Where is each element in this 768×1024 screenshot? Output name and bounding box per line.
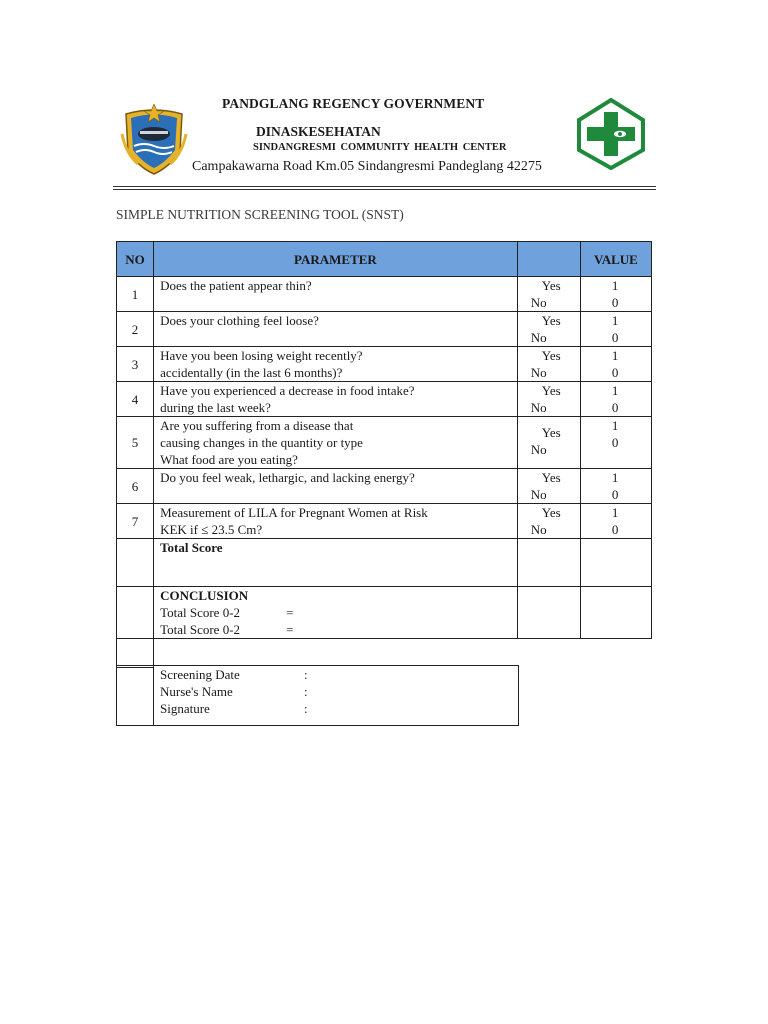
spacer-cell — [517, 639, 580, 668]
row-number: 5 — [117, 417, 154, 469]
conclusion-equals: = — [286, 622, 294, 637]
conclusion-line — [160, 621, 517, 638]
conclusion-line — [160, 604, 517, 621]
answer-yes[interactable]: Yes — [541, 348, 561, 363]
row-number: 3 — [117, 347, 154, 382]
column-header-value: VALUE — [580, 242, 651, 277]
row-number: 1 — [117, 277, 154, 312]
parameter-cell — [154, 347, 518, 382]
value-cell — [580, 382, 651, 417]
table-row — [117, 382, 652, 417]
header-divider-bottom — [113, 189, 656, 190]
value-cell — [580, 504, 651, 539]
table-row — [117, 504, 652, 539]
value-cell — [580, 469, 651, 504]
value-no: 0 — [611, 365, 619, 380]
table-row — [117, 469, 652, 504]
answer-yes[interactable]: Yes — [541, 383, 561, 398]
department-name: DINASKESEHATAN — [256, 124, 381, 139]
answer-cell[interactable] — [517, 277, 580, 312]
spacer-cell — [154, 639, 518, 668]
nurse-name-colon: : — [304, 684, 308, 699]
total-score-row — [117, 539, 652, 587]
spacer-row — [117, 639, 652, 668]
parameter-text: accidentally (in the last 6 months)? — [160, 365, 343, 380]
value-cell — [580, 312, 651, 347]
row-number: 2 — [117, 312, 154, 347]
answer-cell[interactable] — [517, 417, 580, 469]
answer-yes[interactable]: Yes — [541, 505, 561, 520]
value-no: 0 — [611, 400, 619, 415]
parameter-text: causing changes in the quantity or type — [160, 435, 363, 450]
total-score-value-cell[interactable] — [580, 539, 651, 587]
answer-no[interactable]: No — [530, 522, 547, 537]
parameter-cell — [154, 504, 518, 539]
value-no: 0 — [611, 522, 619, 537]
parameter-cell — [154, 277, 518, 312]
parameter-text: Does your clothing feel loose? — [160, 313, 319, 328]
answer-yes[interactable]: Yes — [541, 278, 561, 293]
row-number: 6 — [117, 469, 154, 504]
answer-no[interactable]: No — [530, 442, 547, 457]
column-header-no: NO — [117, 242, 154, 277]
answer-cell[interactable] — [517, 504, 580, 539]
parameter-text: What food are you eating? — [160, 452, 298, 467]
conclusion-answer-cell[interactable] — [517, 587, 580, 639]
answer-yes[interactable]: Yes — [541, 425, 561, 440]
answer-no[interactable]: No — [530, 487, 547, 502]
nurse-name-line[interactable] — [160, 683, 518, 700]
row-number: 4 — [117, 382, 154, 417]
answer-no[interactable]: No — [530, 365, 547, 380]
value-no: 0 — [611, 295, 619, 310]
value-yes: 1 — [611, 313, 619, 328]
value-yes: 1 — [611, 383, 619, 398]
parameter-text: during the last week? — [160, 400, 271, 415]
conclusion-score-label: Total Score 0-2 — [160, 622, 241, 637]
value-cell — [580, 347, 651, 382]
document-title: SIMPLE NUTRITION SCREENING TOOL (SNST) — [116, 207, 404, 222]
conclusion-equals: = — [286, 605, 294, 620]
signature-label: Signature — [160, 701, 210, 716]
value-cell — [580, 277, 651, 312]
answer-cell[interactable] — [517, 312, 580, 347]
value-no: 0 — [611, 330, 619, 345]
row-number: 7 — [117, 504, 154, 539]
conclusion-cell — [154, 587, 518, 639]
health-center-name: SINDANGRESMI COMMUNITY HEALTH CENTER — [253, 142, 507, 153]
address: Campakawarna Road Km.05 Sindangresmi Pandeglang 42275 — [192, 159, 542, 174]
screening-table — [116, 241, 652, 668]
signature-colon: : — [304, 701, 308, 716]
conclusion-row — [117, 587, 652, 639]
spacer-no-cell — [117, 639, 154, 668]
table-row — [117, 312, 652, 347]
answer-cell[interactable] — [517, 469, 580, 504]
value-yes: 1 — [611, 348, 619, 363]
parameter-text: Do you feel weak, lethargic, and lacking energy? — [160, 470, 415, 485]
parameter-cell — [154, 469, 518, 504]
total-score-label: Total Score — [160, 540, 223, 555]
signature-no-cell — [117, 666, 154, 726]
table-header-row — [117, 242, 652, 277]
value-yes: 1 — [611, 505, 619, 520]
answer-yes[interactable]: Yes — [541, 313, 561, 328]
signature-table — [116, 665, 519, 726]
answer-no[interactable]: No — [530, 295, 547, 310]
value-no: 0 — [611, 487, 619, 502]
column-header-parameter: PARAMETER — [154, 242, 518, 277]
value-yes: 1 — [611, 470, 619, 485]
parameter-text: Have you been losing weight recently? — [160, 348, 363, 363]
parameter-text: KEK if ≤ 23.5 Cm? — [160, 522, 263, 537]
column-header-answer — [517, 242, 580, 277]
table-row — [117, 417, 652, 469]
table-row — [117, 277, 652, 312]
answer-cell[interactable] — [517, 382, 580, 417]
screening-date-colon: : — [304, 667, 308, 682]
value-yes: 1 — [611, 278, 619, 293]
signature-cell — [154, 666, 519, 726]
conclusion-score-label: Total Score 0-2 — [160, 605, 241, 620]
parameter-text: Have you experienced a decrease in food intake? — [160, 383, 415, 398]
screening-date-line[interactable] — [160, 666, 518, 683]
parameter-cell — [154, 312, 518, 347]
parameter-cell — [154, 382, 518, 417]
signature-row — [117, 666, 519, 726]
answer-yes[interactable]: Yes — [541, 470, 561, 485]
health-center-cross-icon — [575, 98, 647, 170]
value-no: 0 — [611, 435, 619, 450]
answer-cell[interactable] — [517, 347, 580, 382]
nurse-name-label: Nurse's Name — [160, 684, 233, 699]
parameter-text: Measurement of LILA for Pregnant Women at Risk — [160, 505, 428, 520]
parameter-text: Does the patient appear thin? — [160, 278, 312, 293]
regency-emblem-icon — [118, 104, 190, 176]
total-score-no-cell — [117, 539, 154, 587]
signature-line[interactable] — [160, 700, 518, 717]
parameter-text: Are you suffering from a disease that — [160, 418, 354, 433]
value-yes: 1 — [611, 418, 619, 433]
answer-no[interactable]: No — [530, 400, 547, 415]
conclusion-value-cell[interactable] — [580, 587, 651, 639]
value-cell — [580, 417, 651, 469]
parameter-cell — [154, 417, 518, 469]
government-title: PANDGLANG REGENCY GOVERNMENT — [222, 96, 485, 111]
conclusion-no-cell — [117, 587, 154, 639]
table-row — [117, 347, 652, 382]
total-score-cell — [154, 539, 518, 587]
answer-no[interactable]: No — [530, 330, 547, 345]
conclusion-heading: CONCLUSION — [160, 588, 249, 603]
total-score-answer-cell[interactable] — [517, 539, 580, 587]
header-divider-top — [113, 186, 656, 187]
spacer-cell — [580, 639, 651, 668]
screening-date-label: Screening Date — [160, 667, 240, 682]
